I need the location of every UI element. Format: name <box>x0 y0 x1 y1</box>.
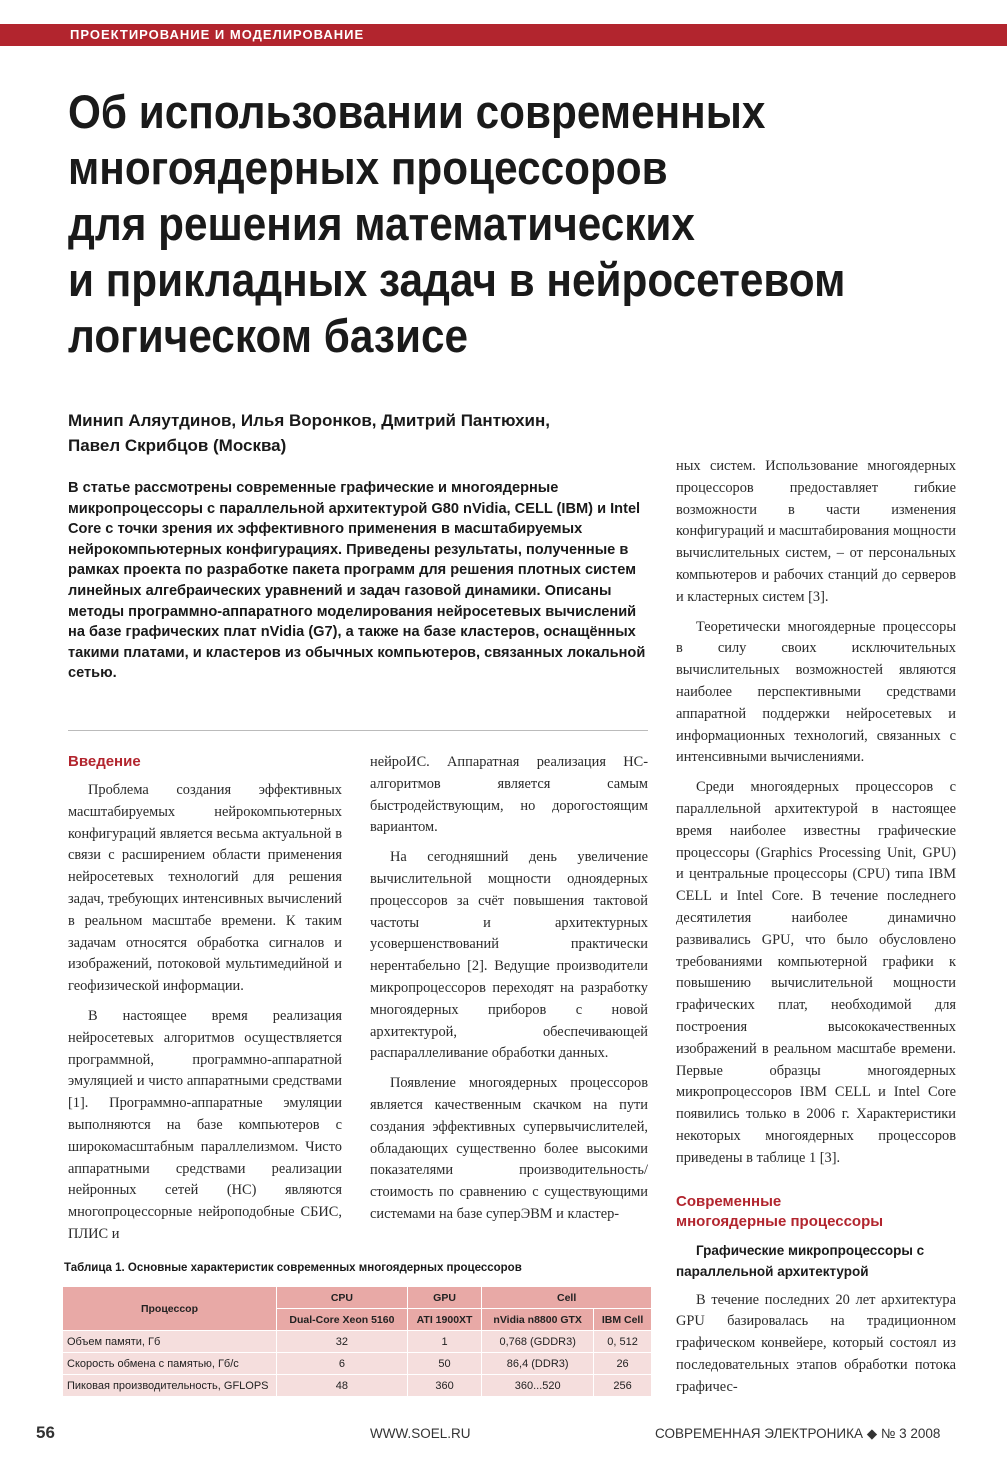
cell: 256 <box>594 1375 652 1397</box>
cell: 50 <box>407 1353 481 1375</box>
subheader: ATI 1900XT <box>407 1309 481 1331</box>
paragraph: В течение последних 20 лет архитектура GPU базировалась на традиционном графическом конвейере, который состоял из последовательных этапов обработки потока графичес- <box>676 1291 956 1395</box>
subheader: IBM Cell <box>594 1309 652 1331</box>
authors-line: Минип Аляутдинов, Илья Воронков, Дмитрий Пантюхин, <box>68 411 550 430</box>
title-line: и прикладных задач в нейросетевом <box>68 253 846 306</box>
section-heading: многоядерные процессоры <box>676 1212 884 1230</box>
cell: 26 <box>594 1353 652 1375</box>
paragraph: Проблема создания эффективных масштабируемых нейрокомпьютерных конфигураций является весьма актуальной в связи с расширением области применения нейросетевых технологий для решения задач, требующих интенсивных вычислений в реальном масштабе времени. К таким задачам относятся обработка сигналов и изображений, потоковой мультимедийной и геофизической информации. <box>68 782 342 995</box>
subsection-heading: Графические микропроцессоры с параллельной архитектурой <box>676 1242 925 1279</box>
header-processor: Процессор <box>63 1287 277 1331</box>
cell: 48 <box>277 1375 408 1397</box>
site-url[interactable]: WWW.SOEL.RU <box>370 1426 471 1441</box>
paragraph: На сегодняшний день увеличение вычислительной мощности одноядерных процессоров за счёт повышения тактовой частоты и архитектурных усовершенствований практически нерентабельно [2]. Ведущие производители микропроцессоров переходят на разработку многоядерных приборов с новой архитектурой, обеспечивающей распараллеливание обработки данных. <box>370 849 648 1062</box>
row-label: Пиковая производительность, GFLOPS <box>63 1375 277 1397</box>
row-label: Объем памяти, Гб <box>63 1331 277 1353</box>
authors <box>68 408 628 458</box>
paragraph: Появление многоядерных процессоров является качественным скачком на пути создания эффективных супервычислителей, обладающих существенно более высокими показателями производительность/стоимость по сравнению с существующими системами на базе суперЭВМ и кластер- <box>370 1075 648 1222</box>
abstract: В статье рассмотрены современные графические и многоядерные микропроцессоры с параллельной архитектурой G80 nVidia, CELL (IBM) и Intel Core с точки зрения их эффективного применения в масштабируемых нейрокомпьютерных конфигурациях. Приведены результаты, полученные в рамках проекта по разработке пакета программ для решения плотных систем линейных алгебраических уравнений и задач газовой динамики. Описаны методы программно-аппаратного моделирования нейросетевых вычислений на базе графических плат nVidia (G7), а также на базе кластеров, оснащённых такими платами, и кластеров из обычных компьютеров, связанных локальной сетью. <box>68 480 646 682</box>
subheader: Dual-Core Xeon 5160 <box>277 1309 408 1331</box>
cell: 32 <box>277 1331 408 1353</box>
divider <box>68 730 648 731</box>
cell: 360...520 <box>482 1375 594 1397</box>
cell: 6 <box>277 1353 408 1375</box>
column-3 <box>676 456 956 1406</box>
cell: 86,4 (DDR3) <box>482 1353 594 1375</box>
paragraph: Среди многоядерных процессоров с параллельной архитектурой в настоящее время наиболее известны графические процессоры (Graphics Processing Unit, GPU) и центральные процессоры (CPU) типа IBM CELL и Intel Core. В течение последнего десятилетия наиболее динамично развивались GPU, что было обусловлено требованиями компьютерной графики к повышению вычислительной мощности графических плат, необходимой для построения высококачественных изображений в реальном масштабе времени. Первые образцы многоядерных микропроцессоров IBM CELL и Intel Core появились только в 2006 г. Характеристики некоторых многоядерных процессоров приведены в таблице 1 [3]. <box>676 779 956 1166</box>
subheader: nVidia n8800 GTX <box>482 1309 594 1331</box>
cell: 0, 512 <box>594 1331 652 1353</box>
table-row <box>63 1375 652 1397</box>
paragraph: В настоящее время реализация нейросетевых алгоритмов осуществляется программной, программно-аппаратной эмуляцией и чисто аппаратными средствами [1]. Программно-аппаратные эмуляции выполняются на базе компьютеров с широкомасштабным параллелизмом. Чисто аппаратными средствами реализации нейронных сетей (НС) являются многопроцессорные нейроподобные СБИС, ПЛИС и <box>68 1007 342 1242</box>
authors-line: Павел Скрибцов (Москва) <box>68 436 287 455</box>
section-heading: Современные <box>676 1192 782 1210</box>
column-1 <box>68 752 342 1254</box>
header-cell: Cell <box>482 1287 652 1309</box>
title-line: Об использовании современных <box>68 85 766 138</box>
paragraph: нейроИС. Аппаратная реализация НС-алгоритмов является самым быстродействующим, но дорогостоящим вариантом. <box>370 754 648 836</box>
table-row <box>63 1353 652 1375</box>
rubric-label: ПРОЕКТИРОВАНИЕ И МОДЕЛИРОВАНИЕ <box>70 27 365 42</box>
page-number: 56 <box>36 1423 55 1442</box>
paragraph: Теоретически многоядерные процессоры в силу своих исключительных вычислительных возможностей являются наиболее перспективными средствами аппаратной поддержки нейросетевых и информационных технологий, связанных с интенсивными вычислениями. <box>676 618 956 766</box>
title-line: логическом базисе <box>68 309 469 362</box>
row-label: Скорость обмена с памятью, Гб/с <box>63 1353 277 1375</box>
section-heading-intro: Введение <box>68 753 141 770</box>
processor-table <box>62 1286 652 1397</box>
cell: 1 <box>407 1331 481 1353</box>
journal-name: СОВРЕМЕННАЯ ЭЛЕКТРОНИКА ◆ № 3 2008 <box>655 1426 941 1441</box>
rubric-bar <box>0 24 1007 46</box>
header-cpu: CPU <box>277 1287 408 1309</box>
title-line: многоядерных процессоров <box>68 141 668 194</box>
table-row <box>63 1331 652 1353</box>
header-gpu: GPU <box>407 1287 481 1309</box>
article-title <box>68 84 860 364</box>
table-caption: Таблица 1. Основные характеристик современных многоядерных процессоров <box>64 1262 522 1274</box>
paragraph: ных систем. Использование многоядерных процессоров предоставляет гибкие возможности в части изменения конфигураций и масштабирования мощности вычислительных систем, – от персональных компьютеров и рабочих станций до серверов и кластерных систем [3]. <box>676 458 956 605</box>
cell: 360 <box>407 1375 481 1397</box>
column-2 <box>370 752 648 1234</box>
table-header-row <box>63 1287 652 1309</box>
title-line: для решения математических <box>68 197 695 250</box>
cell: 0,768 (GDDR3) <box>482 1331 594 1353</box>
